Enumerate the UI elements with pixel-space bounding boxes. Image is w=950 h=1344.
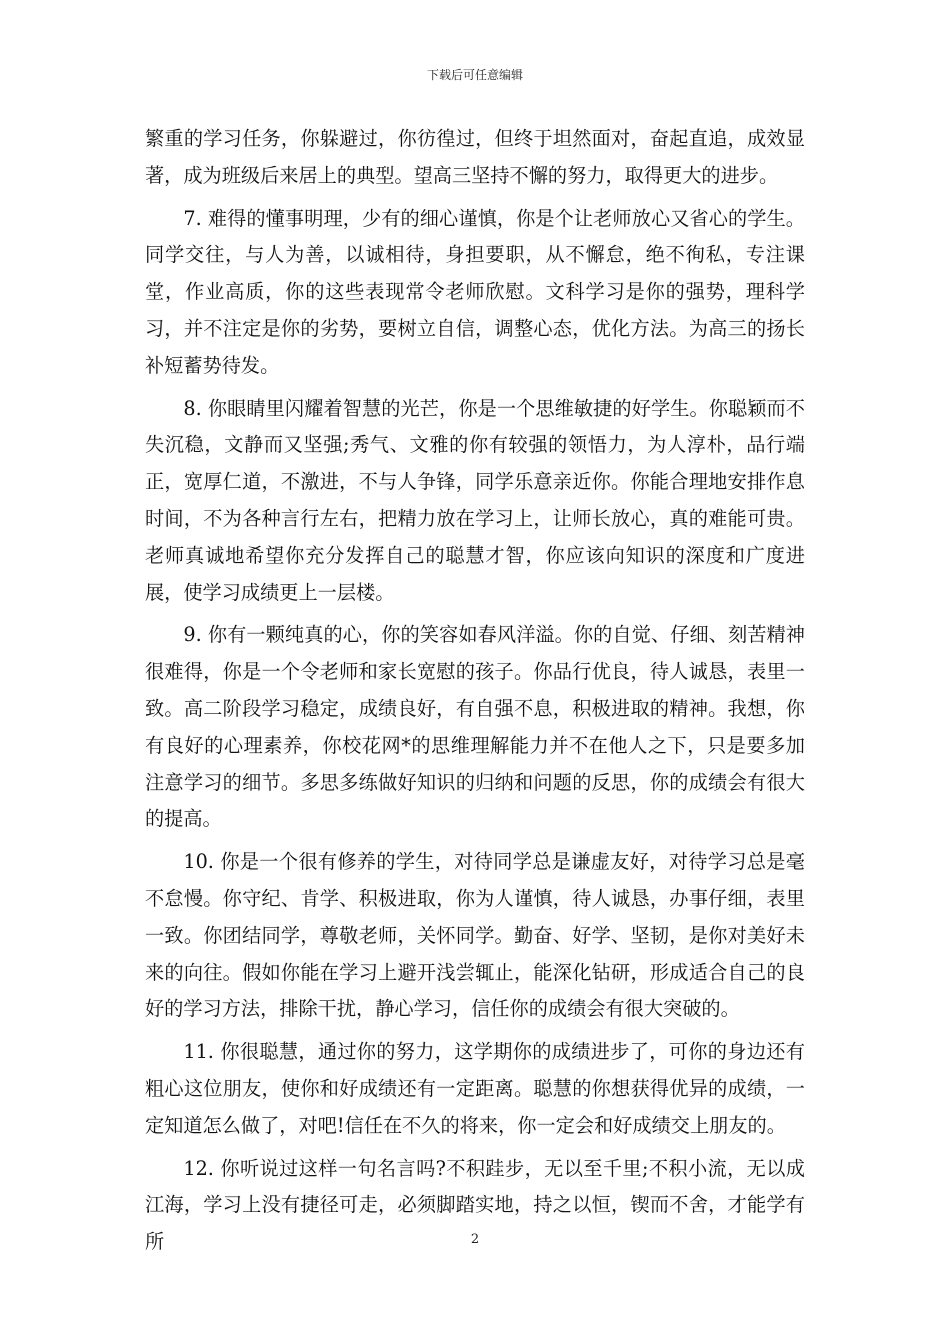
paragraph-item-10: 10. 你是一个很有修养的学生，对待同学总是谦虚友好，对待学习总是毫不怠慢。你守纪、肯学、积极进取，你为人谨慎，待人诚恳，办事仔细，表里一致。你团结同学，尊敬老师，关怀同学。勤奋、好学、坚韧，是你对美好未来的向往。假如你能在学习上避开浅尝辄止，能深化钻研，形成适合自己的良好的学习方法，排除干扰，静心学习，信任你的成绩会有很大突破的。 (145, 850, 805, 1021)
paragraph-item-11: 11. 你很聪慧，通过你的努力，这学期你的成绩进步了，可你的身边还有粗心这位朋友，使你和好成绩还有一定距离。聪慧的你想获得优异的成绩，一定知道怎么做了，对吧!信任在不久的将来，你一定会和好成绩交上朋友的。 (145, 1040, 805, 1137)
page-number: 2 (470, 1232, 480, 1247)
page-header: 下载后可任意编辑 (426, 68, 523, 82)
paragraph-item-9: 9. 你有一颗纯真的心，你的笑容如春风洋溢。你的自觉、仔细、刻苦精神很难得，你是一个令老师和家长宽慰的孩子。你品行优良，待人诚恳，表里一致。高二阶段学习稳定，成绩良好，有自强不息，积极进取的精神。我想，你有良好的心理素养，你校花网*的思维理解能力并不在他人之下，只是要多加注意学习的细节。多思多练做好知识的归纳和问题的反思，你的成绩会有很大的提高。 (145, 623, 805, 831)
paragraph-item-7: 7. 难得的懂事明理，少有的细心谨慎，你是个让老师放心又省心的学生。同学交往，与人为善，以诚相待，身担要职，从不懈怠，绝不徇私，专注课堂，作业高质，你的这些表现常令老师欣慰。文科学习是你的强势，理科学习，并不注定是你的劣势，要树立自信，调整心态，优化方法。为高三的扬长补短蓄势待发。 (145, 206, 805, 377)
paragraph-continued: 繁重的学习任务，你躲避过，你彷徨过，但终于坦然面对，奋起直追，成效显著，成为班级后来居上的典型。望高三坚持不懈的努力，取得更大的进步。 (145, 127, 805, 187)
paragraph-item-8: 8. 你眼睛里闪耀着智慧的光芒，你是一个思维敏捷的好学生。你聪颖而不失沉稳，文静而又坚强;秀气、文雅的你有较强的领悟力，为人淳朴，品行端正，宽厚仁道，不激进，不与人争锋，同学乐意亲近你。你能合理地安排作息时间，不为各种言行左右，把精力放在学习上，让师长放心，真的难能可贵。老师真诚地希望你充分发挥自己的聪慧才智，你应该向知识的深度和广度进展，使学习成绩更上一层楼。 (145, 396, 805, 604)
document-body (145, 121, 805, 1261)
paragraph-item-12: 12. 你听说过这样一句名言吗?不积跬步，无以至千里;不积小流，无以成江海，学习上没有捷径可走，必须脚踏实地，持之以恒，锲而不舍，才能学有所 (145, 1156, 805, 1254)
